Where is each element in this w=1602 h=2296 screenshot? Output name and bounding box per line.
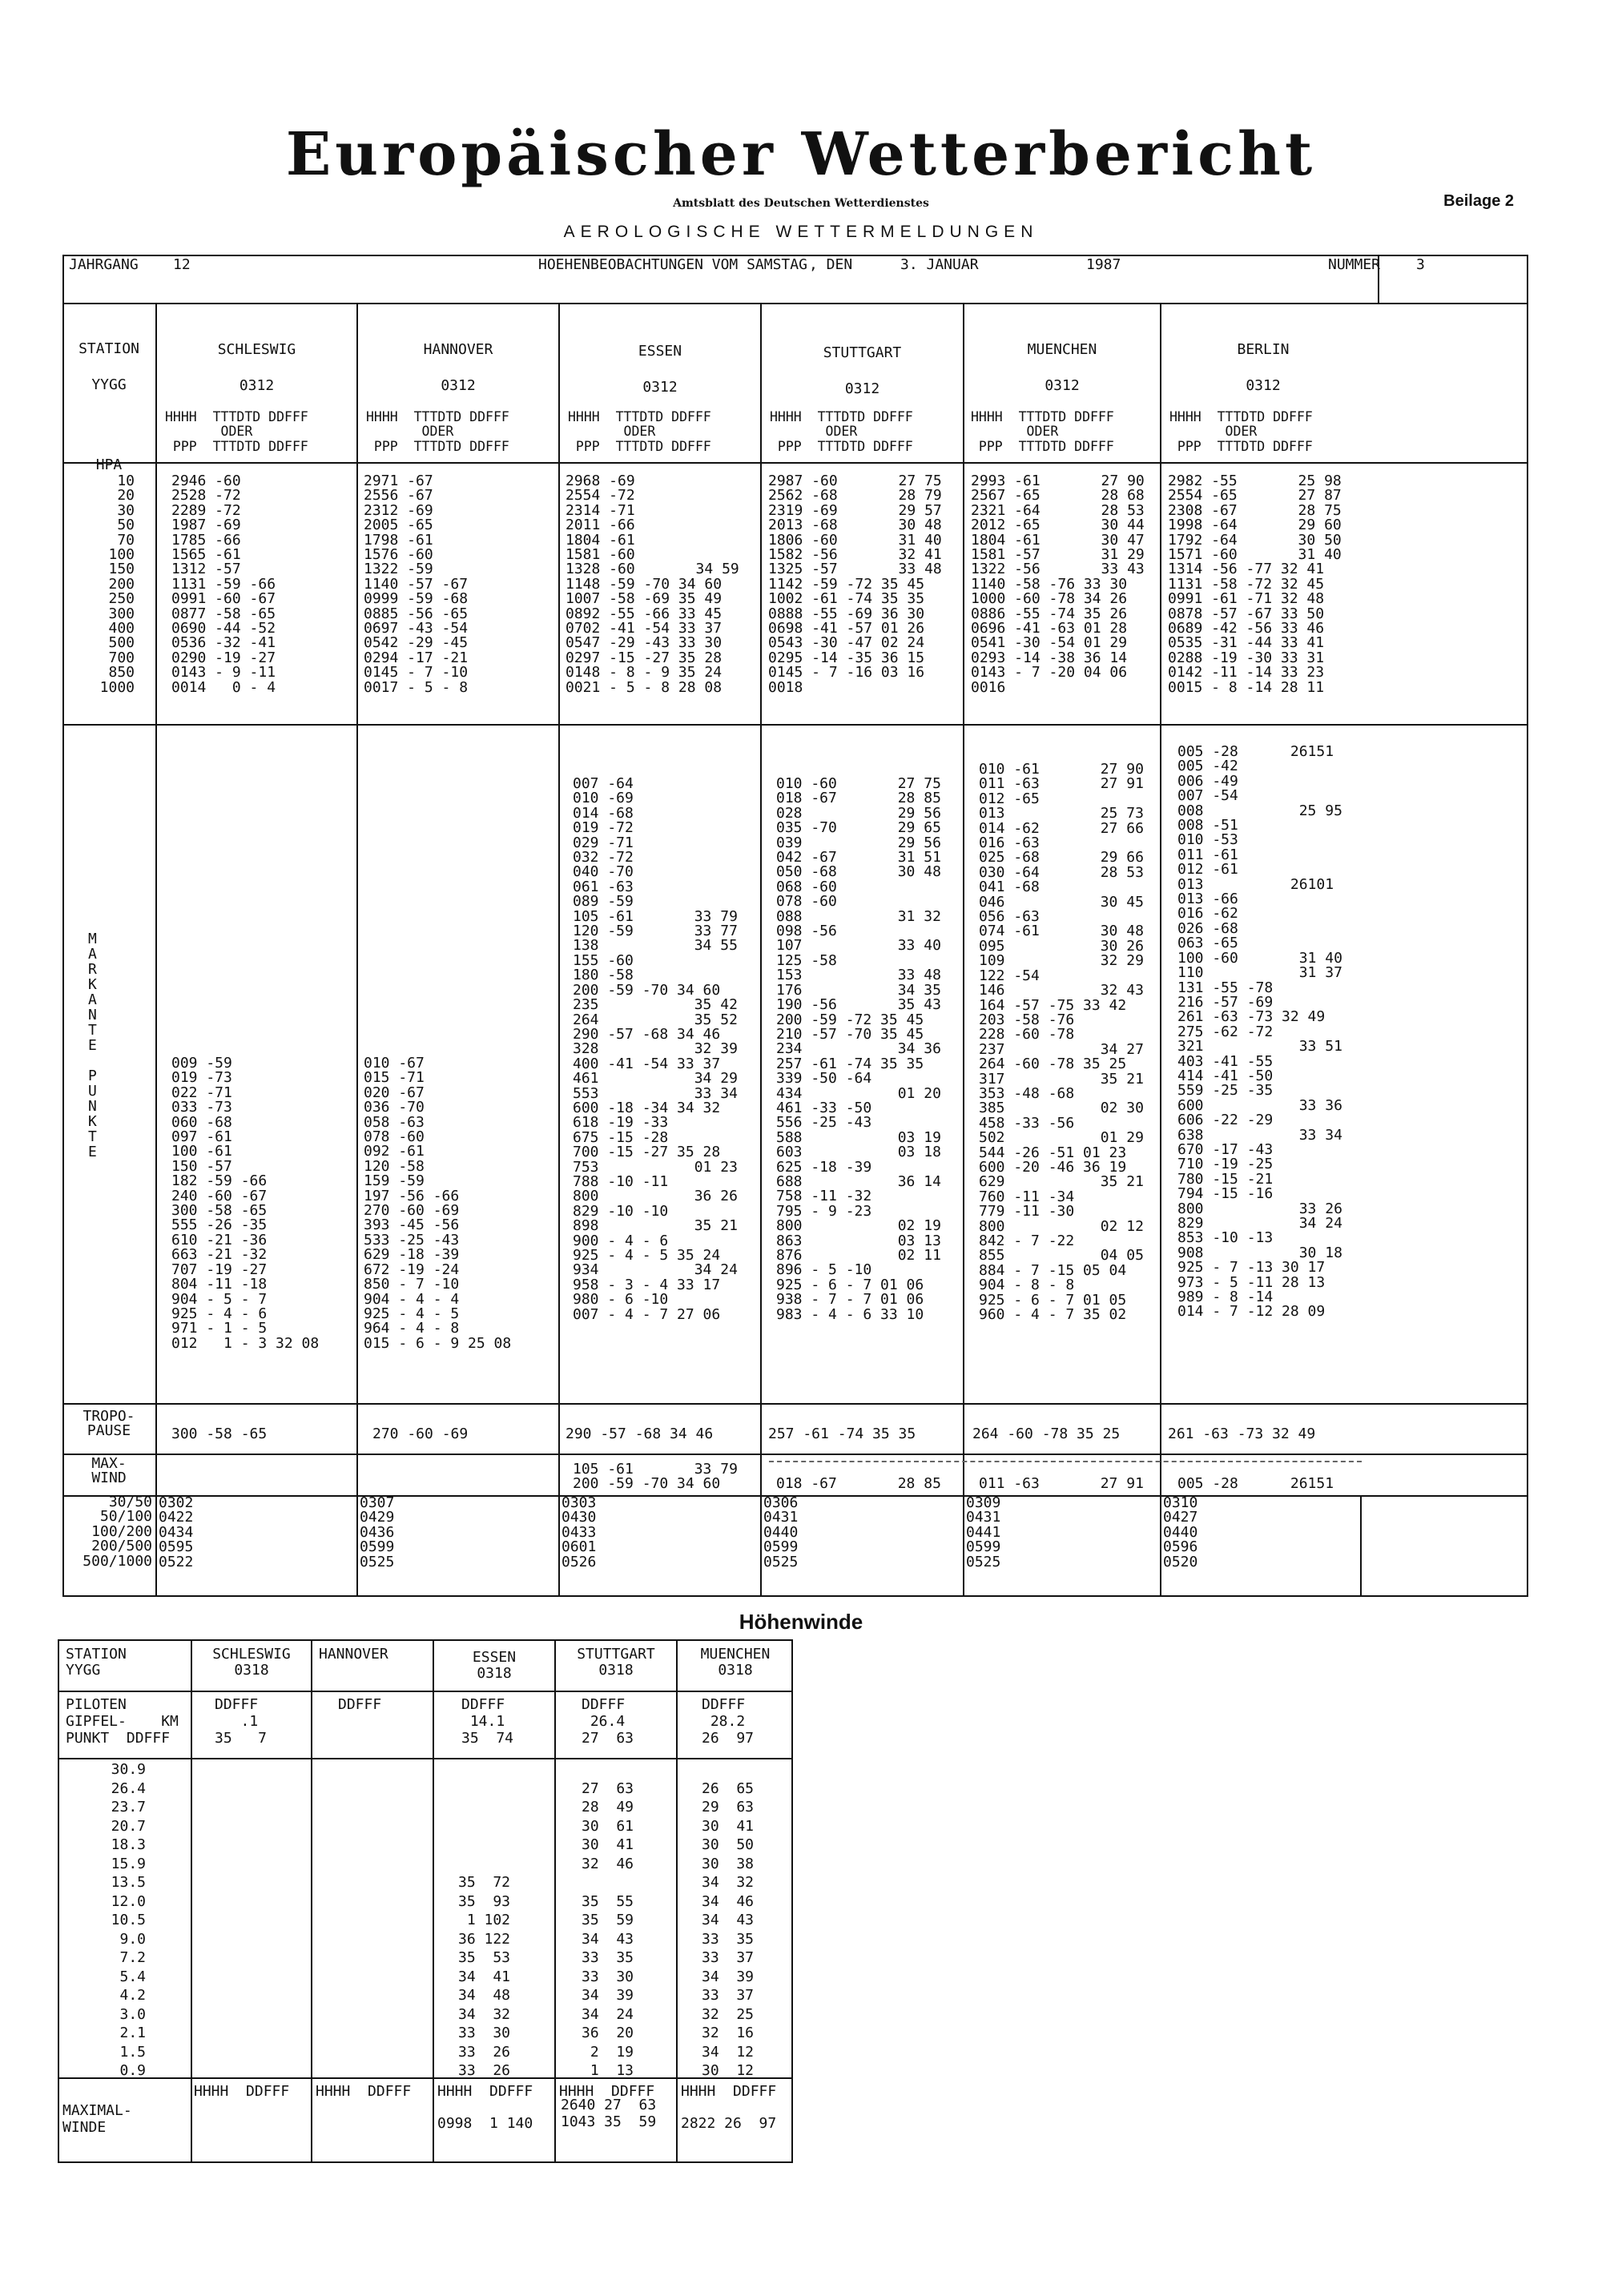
hw-top-values: DDFFF 26.4 27 63	[582, 1696, 634, 1747]
station-yygg: 0312	[239, 377, 275, 394]
jahrgang-value: 12	[173, 256, 191, 273]
rule	[676, 1639, 678, 2163]
rule	[760, 303, 762, 1597]
datum-text: 3. JANUAR	[900, 256, 979, 273]
hpa-label: HPA	[95, 456, 123, 473]
hw-station-label: STATION	[66, 1646, 127, 1663]
column-header: HHHH TTTDTD DDFFF ODER PPP TTTDTD DDFFF	[366, 409, 509, 454]
significant-points: 007 -64 010 -69 014 -68 019 -72 029 -71 032 -72 040 -70 061 -63 089 -59 105 -61 33 79 120 -59 33 77 138 34 55 155 -60 180 -58 200 -59 -70 34 60 235 35 42 264 35 52 290 -57 -68 34 46 328 32 39 400 -41 -54 33 37 461 34 29 553 33 34 600 -18 -34 34 32 618 -19 -33 675 -15 -28 700 -15 -27 35 28 753 01 23 788 -10 -11 800 36 26 829 -10 -10 898 35 21 900 - 4 - 6 925 - 4 - 5 35 24 934 34 24 958 - 3 - 4 33 17 980 - 6 -10 007 - 4 - 7 27 06	[573, 775, 738, 1323]
station-column-essen	[560, 303, 760, 1570]
hw-heights: 30.9 26.4 23.7 20.7 18.3 15.9 13.5 12.0 10.5 9.0 7.2 5.4 4.2 3.0 2.1 1.5 0.9	[111, 1761, 146, 2079]
rule	[191, 1639, 192, 2163]
rule	[433, 1639, 434, 2163]
jahrgang-label: JAHRGANG	[69, 256, 139, 273]
rule	[554, 1639, 556, 2163]
hw-max-values: 0998 1 140	[437, 2115, 533, 2132]
page-subtitle: Amtsblatt des Deutschen Wetterdienstes	[673, 197, 929, 210]
station-name: STUTTGART	[823, 344, 902, 361]
tropopause-value: 290 -57 -68 34 46	[566, 1425, 714, 1442]
rule	[155, 303, 157, 1597]
rule	[356, 303, 358, 1597]
hw-top-values: DDFFF 28.2 26 97	[702, 1696, 755, 1747]
rule	[62, 724, 1528, 726]
significant-points: 010 -61 27 90 011 -63 27 91 012 -65 013 25 73 014 -62 27 66 016 -63 025 -68 29 66 030 -64 28 53 041 -68 046 30 45 056 -63 074 -61 30 48 095 30 26 109 32 29 122 -54 146 32 43 164 -57 -75 33 42 203 -58 -76 228 -60 -78 237 34 27 264 -60 -78 35 25 317 35 21 353 -48 -68 385 02 30 458 -33 -56 502 01 29 544 -26 -51 01 23 600 -20 -46 36 19 629 35 21 760 -11 -34 779 -11 -30 800 02 12 842 - 7 -22 855 04 05 884 - 7 -15 05 04 904 - 8 - 8 925 - 6 - 7 01 05 960 - 4 - 7 35 02	[979, 761, 1144, 1324]
station-name: SCHLESWIG	[217, 341, 296, 358]
rule	[1378, 255, 1379, 304]
column-header: HHHH TTTDTD DDFFF ODER PPP TTTDTD DDFFF	[165, 409, 308, 454]
hw-station-name: SCHLESWIG	[212, 1646, 291, 1663]
shear-labels: 30/50 50/100 100/200 200/500 500/1000	[83, 1494, 152, 1570]
beilage-label: Beilage 2	[1443, 192, 1514, 210]
station-yygg: 0312	[1246, 377, 1281, 394]
hw-station-yygg: 0318	[234, 1662, 269, 1679]
hw-station-yygg: 0318	[718, 1662, 753, 1679]
station-yygg: 0312	[441, 377, 476, 394]
station-yygg: 0312	[1045, 377, 1080, 394]
maxwind-value: 011 -63 27 91	[979, 1475, 1144, 1492]
standard-levels: 2946 -60 2528 -72 2289 -72 1987 -69 1785 -66 1565 -61 1312 -57 1131 -59 -66 0991 -60 -67 0877 -58 -65 0690 -44 -52 0536 -32 -41 0290 -19 -27 0143 - 9 -11 0014 0 - 4	[171, 472, 276, 696]
hw-max-values: 2822 26 97	[681, 2115, 777, 2132]
column-header: HHHH TTTDTD DDFFF ODER PPP TTTDTD DDFFF	[971, 409, 1114, 454]
hw-maximal-label: MAXIMAL- WINDE	[62, 2102, 132, 2136]
hw-station-name: HANNOVER	[319, 1646, 388, 1663]
hw-hhhh-header: HHHH DDFFF	[559, 2083, 655, 2100]
station-column-berlin	[1161, 303, 1365, 1570]
rule	[558, 303, 560, 1597]
maxwind-label: MAX- WIND	[91, 1455, 127, 1487]
hoehenwinde-title: Höhenwinde	[739, 1610, 863, 1634]
markante-punkte-label: M A R K A N T E P U N K T E	[88, 931, 97, 1160]
hw-hhhh-header: HHHH DDFFF	[681, 2083, 777, 2100]
station-yygg: 0312	[844, 380, 880, 397]
hw-wind-values: 35 72 35 93 1 102 36 122 35 53 34 41 34 48 34 32 33 30 33 26 33 26	[458, 1874, 511, 2079]
rule	[1160, 303, 1161, 1597]
rule	[311, 1639, 312, 2163]
hw-yygg-label: YYGG	[66, 1662, 101, 1679]
rule	[58, 1758, 793, 1759]
significant-points: 009 -59 019 -73 022 -71 033 -73 060 -68 097 -61 100 -61 150 -57 182 -59 -66 240 -60 -67 300 -58 -65 555 -26 -35 610 -21 -36 663 -21 -32 707 -19 -27 804 -11 -18 904 - 5 - 7 925 - 4 - 6 971 - 1 - 5 012 1 - 3 32 08	[171, 1055, 320, 1352]
hw-top-values: DDFFF .1 35 7	[215, 1696, 268, 1747]
hw-hhhh-header: HHHH DDFFF	[194, 2083, 290, 2100]
station-column-muenchen	[964, 303, 1160, 1570]
hw-station-name: STUTTGART	[577, 1646, 655, 1663]
station-column-schleswig	[157, 303, 356, 1570]
shear-values: 0310 0427 0440 0596 0520	[1163, 1494, 1198, 1570]
section-title: AEROLOGISCHE WETTERMELDUNGEN	[563, 223, 1039, 241]
station-column-hannover	[358, 303, 558, 1570]
tropopause-label: TROPO- PAUSE	[83, 1408, 135, 1440]
hw-station-name: ESSEN	[472, 1649, 517, 1666]
tropopause-value: 264 -60 -78 35 25	[972, 1425, 1121, 1442]
standard-levels: 2968 -69 2554 -72 2314 -71 2011 -66 1804 -61 1581 -60 1328 -60 34 59 1148 -59 -70 34 60 1007 -58 -69 35 49 0892 -55 -66 33 45 0702 -41 -54 33 37 0547 -29 -43 33 30 0297 -15 -27 35 28 0148 - 8 - 9 35 24 0021 - 5 - 8 28 08	[566, 472, 739, 696]
rule	[58, 1691, 793, 1692]
hw-hhhh-header: HHHH DDFFF	[437, 2083, 533, 2100]
hw-station-yygg: 0318	[477, 1665, 512, 1682]
hw-top-values: DDFFF	[338, 1696, 382, 1713]
tropopause-value: 261 -63 -73 32 49	[1168, 1425, 1316, 1442]
rule	[62, 1454, 1528, 1455]
hw-station-name: MUENCHEN	[700, 1646, 771, 1663]
maxwind-value: 018 -67 28 85	[776, 1475, 941, 1492]
hw-wind-values: 27 63 28 49 30 61 30 41 32 46 35 55 35 59 34 43 33 35 33 30 34 39 34 24 36 20 2 19 1 13	[582, 1779, 634, 2079]
shear-values: 0307 0429 0436 0599 0525	[360, 1494, 395, 1570]
station-name: BERLIN	[1237, 341, 1290, 358]
tropopause-value: 257 -61 -74 35 35	[768, 1425, 916, 1442]
rule	[62, 1403, 1528, 1405]
page-title: Europäischer Wetterbericht	[285, 120, 1317, 189]
hw-wind-values: 26 65 29 63 30 41 30 50 30 38 34 32 34 46 34 43 33 35 33 37 34 39 33 37 32 25 32 16 34 12 30 12	[702, 1779, 755, 2079]
rule	[62, 462, 1528, 464]
station-column-stuttgart	[762, 303, 963, 1570]
station-label: STATION	[78, 340, 139, 357]
tropopause-value: 270 -60 -69	[372, 1425, 469, 1442]
maxwind-dash-rule	[769, 1461, 1362, 1462]
rule	[58, 2077, 793, 2079]
maxwind-value: 105 -61 33 79 200 -59 -70 34 60	[573, 1461, 738, 1493]
beobachtung-text: HOEHENBEOBACHTUNGEN VOM SAMSTAG	[538, 256, 807, 273]
station-name: HANNOVER	[423, 341, 493, 358]
significant-points: 010 -67 015 -71 020 -67 036 -70 058 -63 078 -60 092 -61 120 -58 159 -59 197 -56 -66 270 -60 -69 393 -45 -56 533 -25 -43 629 -18 -39 672 -19 -24 850 - 7 -10 904 - 4 - 4 925 - 4 - 5 964 - 4 - 8 015 - 6 - 9 25 08	[364, 1055, 512, 1352]
significant-points: 010 -60 27 75 018 -67 28 85 028 29 56 035 -70 29 65 039 29 56 042 -67 31 51 050 -68 30 48 068 -60 078 -60 088 31 32 098 -56 107 33 40 125 -58 153 33 48 176 34 35 190 -56 35 43 200 -59 -72 35 45 210 -57 -70 35 45 234 34 36 257 -61 -74 35 35 339 -50 -64 434 01 20 461 -33 -50 556 -25 -43 588 03 19 603 03 18 625 -18 -39 688 36 14 758 -11 -32 795 - 9 -23 800 02 19 863 03 13 876 02 11 896 - 5 -10 925 - 6 - 7 01 06 938 - 7 - 7 01 06 983 - 4 - 6 33 10	[776, 775, 941, 1323]
standard-levels: 2971 -67 2556 -67 2312 -69 2005 -65 1798 -61 1576 -60 1322 -59 1140 -57 -67 0999 -59 -68 0885 -56 -65 0697 -43 -54 0542 -29 -45 0294 -17 -21 0145 - 7 -10 0017 - 5 - 8	[364, 472, 469, 696]
standard-levels: 2982 -55 25 98 2554 -65 27 87 2308 -67 28 75 1998 -64 29 60 1792 -64 30 50 1571 -60 31 40 1314 -56 -77 32 41 1131 -58 -72 32 45 0991 -61 -71 32 48 0878 -57 -67 33 50 0689 -42 -56 33 46 0535 -31 -44 33 41 0288 -19 -30 33 31 0142 -11 -14 33 23 0015 - 8 -14 28 11	[1168, 472, 1342, 696]
pressure-levels: 10 20 30 50 70 100 150 200 250 300 400 500 700 850 1000	[99, 472, 135, 696]
nummer-value: 3	[1416, 256, 1425, 273]
column-header: HHHH TTTDTD DDFFF ODER PPP TTTDTD DDFFF	[568, 409, 711, 454]
standard-levels: 2987 -60 27 75 2562 -68 28 79 2319 -69 29 57 2013 -68 30 48 1806 -60 31 40 1582 -56 32 41 1325 -57 33 48 1142 -59 -72 35 45 1002 -61 -74 35 35 0888 -55 -69 36 30 0698 -41 -57 01 26 0543 -30 -47 02 24 0295 -14 -35 36 15 0145 - 7 -16 03 16 0018	[768, 472, 942, 696]
maxwind-value: 005 -28 26151	[1177, 1475, 1334, 1492]
station-yygg: 0312	[642, 379, 678, 396]
nummer-label: NUMMER	[1328, 256, 1381, 273]
hw-hhhh-header: HHHH DDFFF	[316, 2083, 412, 2100]
hw-station-yygg: 0318	[598, 1662, 634, 1679]
column-header: HHHH TTTDTD DDFFF ODER PPP TTTDTD DDFFF	[770, 409, 913, 454]
hw-top-values: DDFFF 14.1 35 74	[461, 1696, 514, 1747]
standard-levels: 2993 -61 27 90 2567 -65 28 68 2321 -64 28 53 2012 -65 30 44 1804 -61 30 47 1581 -57 31 29 1322 -56 33 43 1140 -58 -76 33 30 1000 -60 -78 34 26 0886 -55 -74 35 26 0696 -41 -63 01 28 0541 -30 -54 01 29 0293 -14 -38 36 14 0143 - 7 -20 04 06 0016	[971, 472, 1145, 696]
column-header: HHHH TTTDTD DDFFF ODER PPP TTTDTD DDFFF	[1169, 409, 1313, 454]
shear-values: 0303 0430 0433 0601 0526	[562, 1494, 597, 1570]
rule	[1360, 1495, 1362, 1597]
shear-values: 0306 0431 0440 0599 0525	[763, 1494, 799, 1570]
shear-values: 0302 0422 0434 0595 0522	[159, 1494, 194, 1570]
shear-values: 0309 0431 0441 0599 0525	[966, 1494, 1001, 1570]
hw-piloten-label: PILOTEN GIPFEL- KM PUNKT DDFFF	[66, 1696, 179, 1747]
yygg-label: YYGG	[91, 376, 127, 393]
station-name: ESSEN	[638, 343, 682, 360]
station-name: MUENCHEN	[1027, 341, 1097, 358]
den-text: , DEN	[809, 256, 853, 273]
jahr-text: 1987	[1086, 256, 1121, 273]
hw-max-values: 2640 27 63 1043 35 59	[561, 2097, 657, 2130]
significant-points: 005 -28 26151 005 -42 006 -49 007 -54 008 25 95 008 -51 010 -53 011 -61 012 -61 013 26101 013 -66 016 -62 026 -68 063 -65 100 -60 31 40 110 31 37 131 -55 -78 216 -57 -69 261 -63 -73 32 49 275 -62 -72 321 33 51 403 -41 -55 414 -41 -50 559 -25 -35 600 33 36 606 -22 -29 638 33 34 670 -17 -43 710 -19 -25 780 -15 -21 794 -15 -16 800 33 26 829 34 24 853 -10 -13 908 30 18 925 - 7 -13 30 17 973 - 5 -11 28 13 989 - 8 -14 014 - 7 -12 28 09	[1177, 743, 1342, 1321]
tropopause-value: 300 -58 -65	[171, 1425, 268, 1442]
rule	[963, 303, 964, 1597]
